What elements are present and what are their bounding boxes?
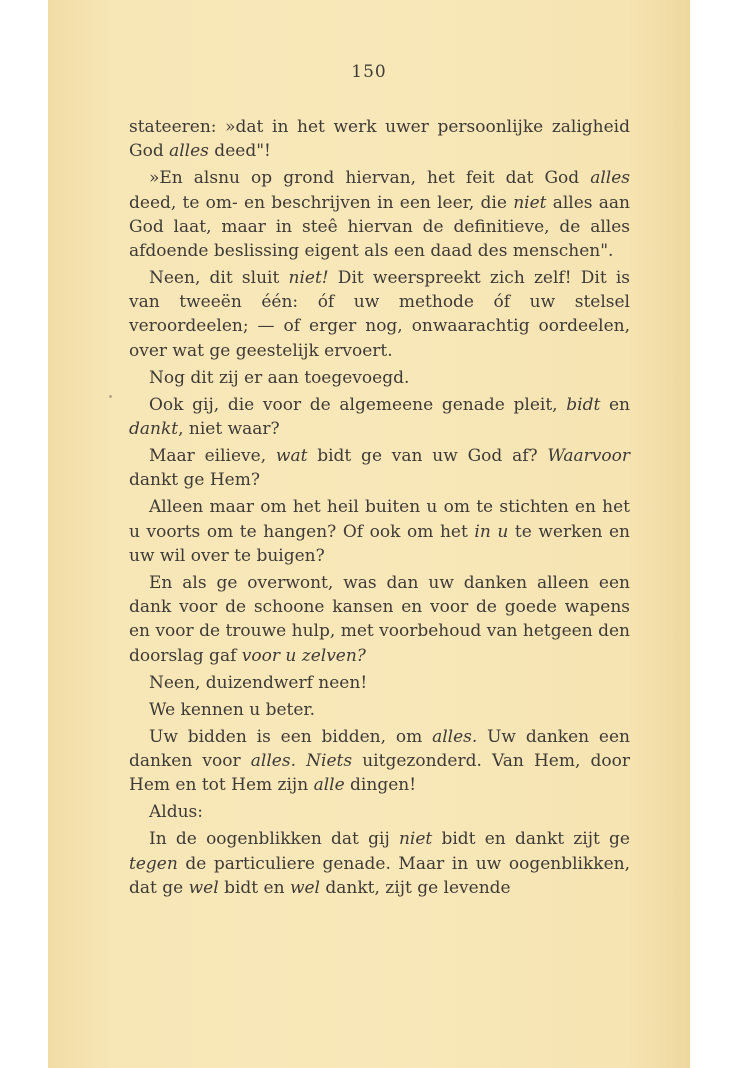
italic-text: niet!	[288, 268, 329, 288]
paragraph	[129, 266, 630, 363]
text-run: Nog dit zij er aan toegevoegd.	[149, 367, 410, 388]
paragraph	[129, 495, 630, 568]
italic-text: niet	[513, 192, 547, 213]
text-run: Aldus:	[149, 802, 203, 823]
text-run: dankt, zijt ge levende	[320, 877, 511, 898]
text-run: In de oogenblikken dat gij	[149, 829, 399, 850]
text-run: deed, te om- en beschrijven in een leer, die	[129, 192, 514, 213]
text-run: bidt ge van uw God af?	[307, 446, 548, 467]
paragraph	[129, 393, 630, 441]
text-run: Neen, dit sluit	[149, 268, 289, 288]
paragraph	[129, 444, 630, 492]
text-run: Dit weerspreekt zich zelf! Dit is van tweeën één: óf uw methode óf uw stelsel veroordeelen; — of erger nog, onwaarachtig oordeelen, over wat ge geestelijk ervoert.	[129, 268, 631, 361]
text-run: dingen!	[344, 775, 417, 796]
paragraph	[129, 800, 630, 824]
text-run: bidt en dankt zijt ge	[432, 829, 630, 850]
text-run: We kennen u beter.	[149, 699, 316, 720]
page-number: 150	[351, 62, 387, 82]
paragraph	[129, 671, 630, 695]
paragraph	[129, 725, 630, 798]
paragraph	[129, 827, 630, 900]
text-run: »En alsnu op grond hiervan, het feit dat God	[149, 168, 591, 189]
text-run: stateeren: »dat in het werk uwer persoonlijke zaligheid God	[129, 117, 630, 162]
text-run: Neen, duizendwerf neen!	[149, 672, 368, 693]
italic-text: tegen	[129, 853, 178, 874]
italic-text: alles	[169, 141, 209, 162]
italic-text: wel	[188, 877, 219, 898]
text-run: deed"!	[208, 141, 271, 162]
paragraph	[129, 571, 630, 668]
italic-text: alles.	[432, 726, 478, 747]
text-run: bidt en	[218, 877, 290, 898]
text-run: alles aan God laat, maar in steê hiervan de definitieve, de alles afdoende beslissing eigent als een daad des menschen".	[129, 192, 630, 261]
paragraph	[129, 366, 630, 390]
italic-text: niet	[398, 829, 433, 850]
paragraph	[129, 698, 630, 722]
italic-text: Niets	[306, 750, 353, 771]
italic-text: alles.	[250, 750, 296, 771]
italic-text: Waarvoor	[547, 446, 630, 467]
text-run	[296, 751, 306, 771]
italic-text: wel	[289, 877, 320, 898]
text-run: Ook gij, die voor de algemeene genade pleit,	[149, 394, 567, 415]
italic-text: voor u zelven?	[241, 645, 366, 666]
book-page	[48, 0, 690, 1068]
text-run: uitgezonderd. Van Hem, door Hem en tot Hem zijn	[129, 750, 631, 796]
text-run: En als ge overwont, was dan uw danken alleen een dank voor de schoone kansen en voor de goede wapens en voor de trouwe hulp, met voorbehoud van hetgeen den doorslag gaf	[129, 572, 630, 666]
italic-text: dankt	[129, 419, 179, 439]
text-run: Maar eilieve,	[149, 446, 276, 467]
italic-text: bidt	[566, 394, 601, 415]
text-run: de particuliere genade. Maar in uw oogenblikken, dat ge	[129, 853, 630, 898]
text-run: en	[600, 394, 630, 415]
text-run: dankt ge Hem?	[129, 470, 260, 491]
italic-text: wat	[275, 446, 308, 467]
text-run: Uw bidden is een bidden, om	[149, 726, 433, 747]
text-run: Uw danken een danken voor	[129, 726, 630, 771]
paragraph	[129, 115, 630, 163]
paper-speck	[109, 395, 112, 398]
text-run: , niet waar?	[178, 419, 280, 439]
text-run: te werken en uw wil over te buigen?	[129, 521, 630, 566]
italic-text: alle	[313, 775, 345, 796]
paragraph	[129, 166, 630, 263]
italic-text: in u	[474, 521, 509, 542]
text-run: Alleen maar om het heil buiten u om te stichten en het u voorts om te hangen? Of ook om het	[129, 497, 630, 542]
italic-text: alles	[590, 168, 630, 189]
body-text	[129, 115, 630, 903]
